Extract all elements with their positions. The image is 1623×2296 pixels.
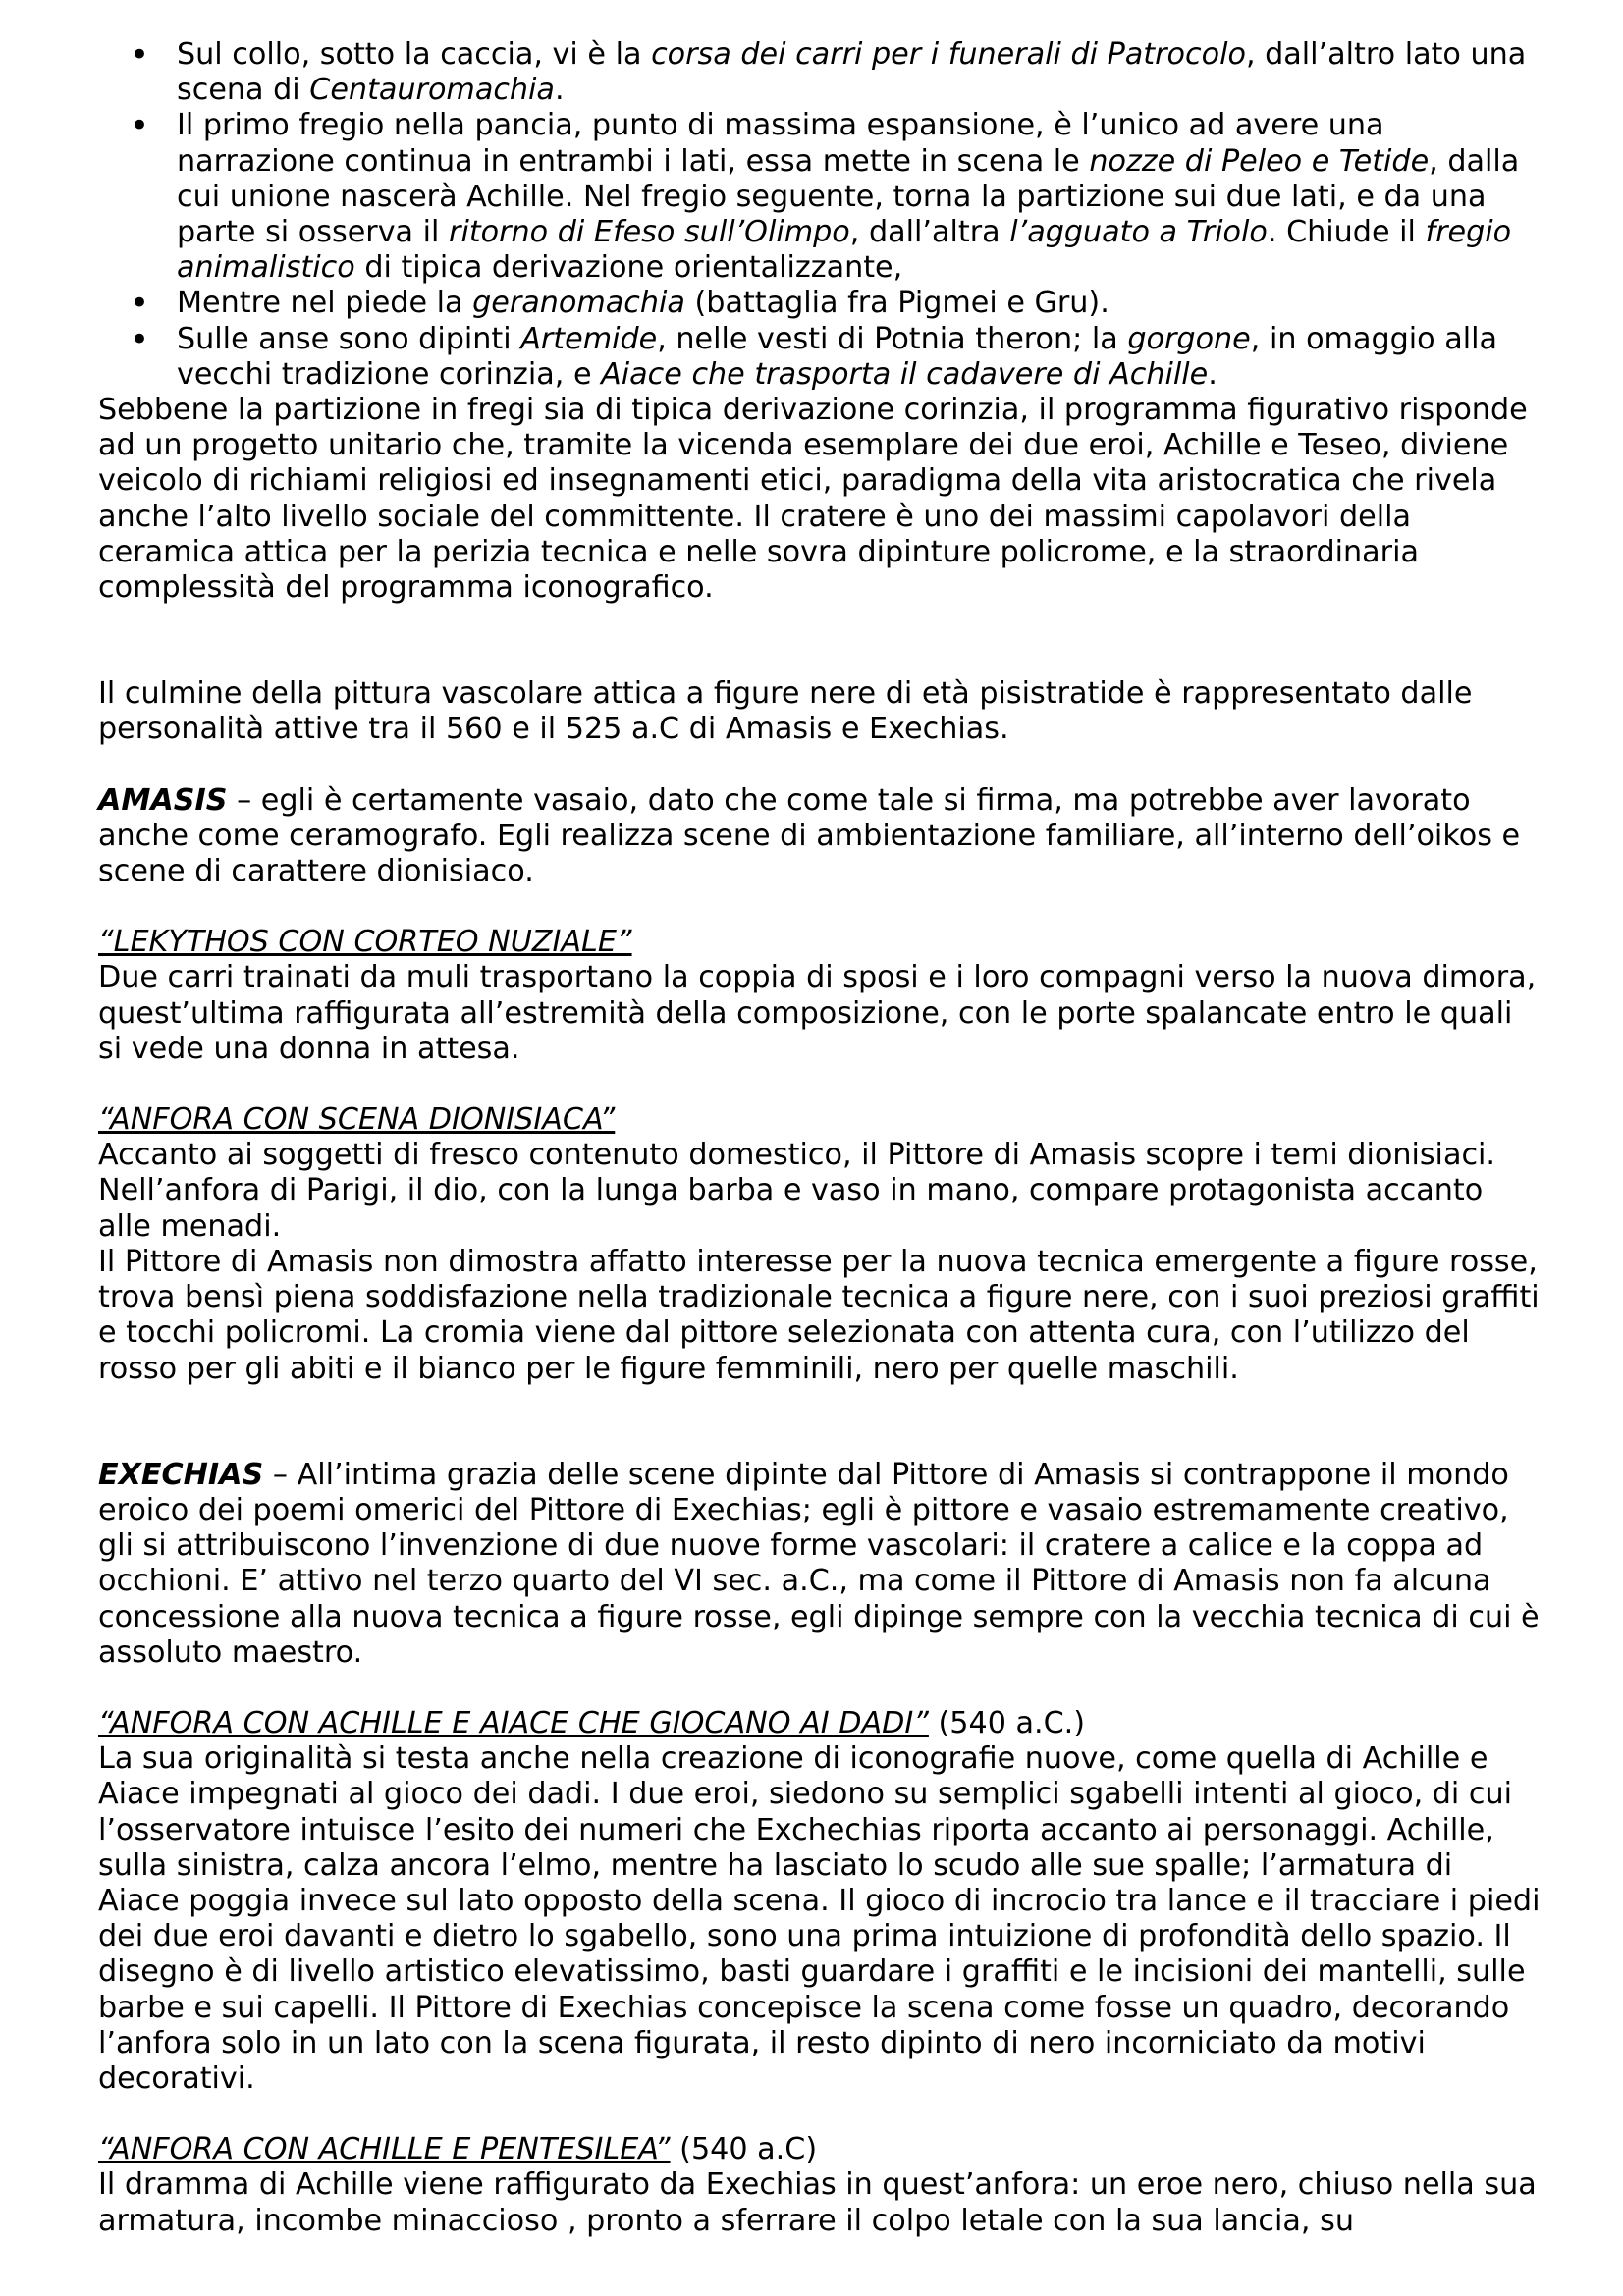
anfora-dadi-heading-line: “ANFORA CON ACHILLE E AIACE CHE GIOCANO AI DADI” (540 a.C.) xyxy=(98,1705,1086,1740)
anfora-dionisiaca-heading: “ANFORA CON SCENA DIONISIACA” xyxy=(98,1102,616,1138)
list-item: • Sul collo, sotto la caccia, vi è la corsa dei carri per i funerali di Patrocolo, dall’altro lato una scena di Centauromachia. xyxy=(177,37,1542,108)
amasis-heading: AMASIS xyxy=(98,782,228,818)
anfora-pentesilea-text: Il dramma di Achille viene raffigurato da Exechias in quest’anfora: un eroe nero, chiuso nella sua armatura, incombe minaccioso , pronto a sferrare il colpo letale con la sua lancia, su xyxy=(98,2167,1537,2238)
anfora-pentesilea-heading-line: “ANFORA CON ACHILLE E PENTESILEA” (540 a.C) xyxy=(98,2132,818,2167)
paragraph-culmine: Il culmine della pittura vascolare attica a figure nere di età pisistratide è rappresentato dalle personalità attive tra il 560 e il 525 a.C di Amasis e Exechias. xyxy=(98,676,1473,747)
paragraph-partizione: Sebbene la partizione in fregi sia di tipica derivazione corinzia, il programma figurativo risponde ad un progetto unitario che, tramite la vicenda esemplare dei due eroi, Achille e Teseo, diviene veicolo di richiami religiosi ed insegnamenti etici, paradigma della vita aristocratica che rivela anche l’alto livello sociale del committente. Il cratere è uno dei massimi capolavori della ceramica attica per la perizia tecnica e nelle sovra dipinture policrome, e la straordinaria complessità del programma iconografico. xyxy=(98,393,1528,606)
list-item: • Il primo fregio nella pancia, punto di massima espansione, è l’unico ad avere una narrazione continua in entrambi i lati, essa mette in scena le nozze di Peleo e Tetide, dalla cui unione nascerà Achille. Nel fregio seguente, torna la partizione sui due lati, e da una parte si osserva il ritorno di Efeso sull’Olimpo, dall’altra l’agguato a Triolo. Chiude il fregio animalistico di tipica derivazione orientalizzante, xyxy=(177,108,1542,286)
section-exechias: EXECHIAS – All’intima grazia delle scene dipinte dal Pittore di Amasis si contrappone il mondo eroico dei poemi omerici del Pittore di Exechias; egli è pittore e vasaio estremamente creativo, gli si attribuiscono l’invenzione di due nuove forme vascolari: il cratere a calice e la coppa ad occhioni. E’ attivo nel terzo quarto del VI sec. a.C., ma come il Pittore di Amasis non fa alcuna concessione alla nuova tecnica a figure rosse, egli dipinge sempre con la vecchia tecnica di cui è assoluto maestro. xyxy=(98,1457,1540,1670)
anfora-dionisiaca-text-1: Accanto ai soggetti di fresco contenuto domestico, il Pittore di Amasis scopre i temi dionisiaci. Nell’anfora di Parigi, il dio, con la lunga barba e vaso in mano, compare protagonista accanto alle menadi. xyxy=(98,1138,1496,1244)
anfora-dadi-text: La sua originalità si testa anche nella creazione di iconografie nuove, come quella di Achille e Aiace impegnati al gioco dei dadi. I due eroi, siedono su semplici sgabelli intenti al gioco, di cui l’osservatore intuisce l’esito dei numeri che Exchechias riporta accanto ai personaggi. Achille, sulla sinistra, calza ancora l’elmo, mentre ha lasciato lo scudo alle sue spalle; l’armatura di Aiace poggia invece sul lato opposto della scena. Il gioco di incrocio tra lance e il tracciare i piedi dei due eroi davanti e dietro lo sgabello, sono una prima intuizione di profondità dello spazio. Il disegno è di livello artistico elevatissimo, basti guardare i graffiti e le incisioni dei mantelli, sulle barbe e sui capelli. Il Pittore di Exechias concepisce la scena come fosse un quadro, decorando l’anfora solo in un lato con la scena figurata, il resto dipinto di nero incorniciato da motivi decorativi. xyxy=(98,1741,1541,2096)
document-page xyxy=(98,37,1542,2239)
anfora-dadi-heading: “ANFORA CON ACHILLE E AIACE CHE GIOCANO AI DADI” xyxy=(98,1705,929,1740)
list-item: • Mentre nel piede la geranomachia (battaglia fra Pigmei e Gru). xyxy=(177,286,1542,321)
lekythos-heading: “LEKYTHOS CON CORTEO NUZIALE” xyxy=(98,925,632,960)
list-item: • Sulle anse sono dipinti Artemide, nelle vesti di Potnia theron; la gorgone, in omaggio alla vecchi tradizione corinzia, e Aiace che trasporta il cadavere di Achille. xyxy=(177,322,1542,393)
anfora-dionisiaca-text-2: Il Pittore di Amasis non dimostra affatto interesse per la nuova tecnica emergente a figure rosse, trova bensì piena soddisfazione nella tradizionale tecnica a figure nere, con i suoi preziosi graffiti e tocchi policromi. La cromia viene dal pittore selezionata con attenta cura, con l’utilizzo del rosso per gli abiti e il bianco per le figure femminili, nero per quelle maschili. xyxy=(98,1244,1540,1386)
section-amasis: AMASIS – egli è certamente vasaio, dato che come tale si firma, ma potrebbe aver lavorato anche come ceramografo. Egli realizza scene di ambientazione familiare, all’interno dell’oikos e scene di carattere dionisiaco. xyxy=(98,782,1521,889)
anfora-pentesilea-heading: “ANFORA CON ACHILLE E PENTESILEA” xyxy=(98,2132,671,2167)
exechias-heading: EXECHIAS xyxy=(98,1457,264,1492)
bullet-list xyxy=(98,37,1542,393)
lekythos-text: Due carri trainati da muli trasportano la coppia di sposi e i loro compagni verso la nuova dimora, quest’ultima raffigurata all’estremità della composizione, con le porte spalancate entro le quali si vede una donna in attesa. xyxy=(98,960,1537,1066)
